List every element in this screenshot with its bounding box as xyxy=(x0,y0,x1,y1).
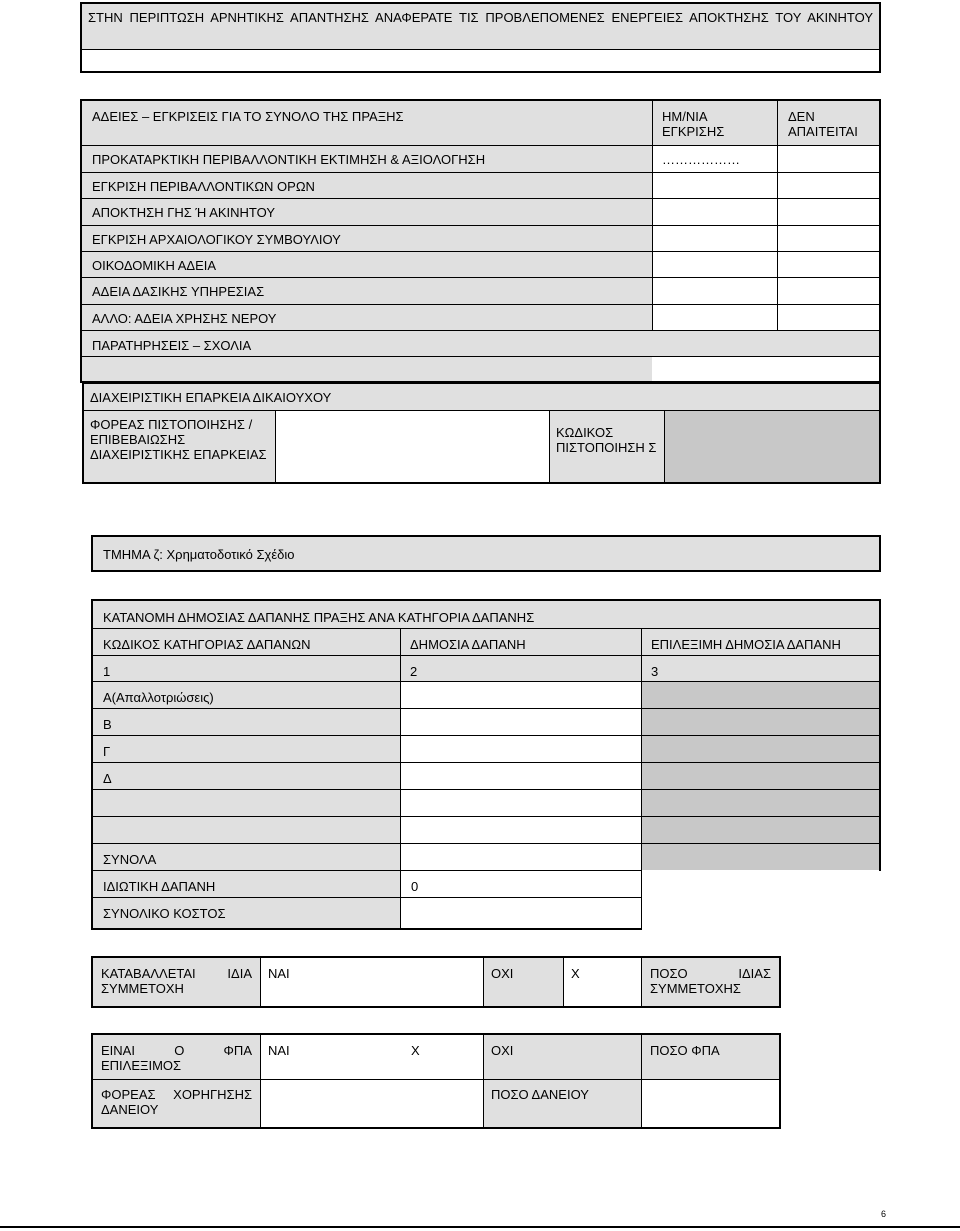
private-expense-value[interactable]: 0 xyxy=(411,879,419,894)
permit-row-date[interactable]: ……………… xyxy=(662,152,740,167)
vat-loan-box xyxy=(91,1033,781,1129)
expense-row-public[interactable] xyxy=(401,683,640,707)
permit-row-date[interactable] xyxy=(656,255,776,261)
contribution-amount-label: ΠΟΣΟ ΙΔΙΑΣ ΣΥΜΜΕΤΟΧΗΣ xyxy=(650,966,771,996)
permits-col-date: ΗΜ/ΝΙΑ ΕΓΚΡΙΣΗΣ xyxy=(662,109,725,139)
footer-rule xyxy=(0,1226,960,1228)
contribution-label: ΚΑΤΑΒΑΛΛΕΤΑΙ ΙΔΙΑ ΣΥΜΜΕΤΟΧΗ xyxy=(101,966,252,996)
vat-no-label: ΟΧΙ xyxy=(491,1043,514,1058)
expense-row-public[interactable] xyxy=(401,764,640,788)
expense-row-eligible[interactable] xyxy=(642,710,878,734)
contribution-no-mark[interactable]: Χ xyxy=(571,966,580,981)
permit-row-label: ΑΔΕΙΑ ΔΑΣΙΚΗΣ ΥΠΗΡΕΣΙΑΣ xyxy=(92,284,265,299)
permit-row-not-required[interactable] xyxy=(782,149,877,155)
expenses-number: 2 xyxy=(410,664,418,679)
private-expense-label: ΙΔΙΩΤΙΚΗ ΔΑΠΑΝΗ xyxy=(103,879,216,894)
negative-answer-header-text: ΣΤΗΝ ΠΕΡΙΠΤΩΣΗ ΑΡΝΗΤΙΚΗΣ ΑΠΑΝΤΗΣΗΣ ΑΝΑΦΕΡΑΤΕ ΤΙΣ ΠΡΟΒΛΕΠΟΜΕΝΕΣ ΕΝΕΡΓΕΙΕΣ ΑΠΟΚΤΗΣΗΣ ΤΟΥ ΑΚΙΝΗΤΟΥ xyxy=(88,10,873,25)
totals-label: ΣΥΝΟΛΑ xyxy=(103,852,157,867)
capacity-code-label: ΚΩΔΙΚΟΣ ΠΙΣΤΟΠΟΙΗΣΗ Σ xyxy=(550,411,664,482)
section-title-box xyxy=(91,535,881,572)
permit-row-label: ΠΡΟΚΑΤΑΡΚΤΙΚΗ ΠΕΡΙΒΑΛΛΟΝΤΙΚΗ ΕΚΤΙΜΗΣΗ & ΑΞΙΟΛΟΓΗΣΗ xyxy=(92,152,486,167)
expense-row-eligible[interactable] xyxy=(642,818,878,842)
loan-amount-label: ΠΟΣΟ ΔΑΝΕΙΟΥ xyxy=(491,1087,589,1102)
vat-amount-label: ΠΟΣΟ ΦΠΑ xyxy=(650,1043,720,1058)
expense-row-eligible[interactable] xyxy=(642,737,878,761)
contribution-box xyxy=(91,956,781,1008)
permit-row-label: ΕΓΚΡΙΣΗ ΑΡΧΑΙΟΛΟΓΙΚΟΥ ΣΥΜΒΟΥΛΙΟΥ xyxy=(92,232,341,247)
negative-answer-field[interactable] xyxy=(82,50,879,71)
contribution-no-label: ΟΧΙ xyxy=(491,966,514,981)
page-number: 6 xyxy=(880,1209,886,1219)
permit-row-date[interactable] xyxy=(656,229,776,235)
permit-row-date[interactable] xyxy=(656,308,776,314)
loan-amount-field[interactable] xyxy=(642,1080,779,1127)
permit-row-not-required[interactable] xyxy=(782,255,877,261)
capacity-header: ΔΙΑΧΕΙΡΙΣΤΙΚΗ ΕΠΑΡΚΕΙΑ ΔΙΚΑΙΟΥΧΟΥ xyxy=(84,384,879,410)
permit-row-date[interactable] xyxy=(656,176,776,182)
expenses-header-public: ΔΗΜΟΣΙΑ ΔΑΠΑΝΗ xyxy=(410,637,526,652)
permit-row-label: ΑΠΟΚΤΗΣΗ ΓΗΣ Ή ΑΚΙΝΗΤΟΥ xyxy=(92,205,275,220)
section-title: ΤΜΗΜΑ ζ: Χρηματοδοτικό Σχέδιο xyxy=(103,547,295,562)
permit-row-not-required[interactable] xyxy=(782,229,877,235)
permit-row-label: ΕΓΚΡΙΣΗ ΠΕΡΙΒΑΛΛΟΝΤΙΚΩΝ ΟΡΩΝ xyxy=(92,179,315,194)
expense-row-eligible[interactable] xyxy=(642,683,878,707)
remarks-label: ΠΑΡΑΤΗΡΗΣΕΙΣ – ΣΧΟΛΙΑ xyxy=(92,338,252,353)
permit-row-date[interactable] xyxy=(656,281,776,287)
permit-row-not-required[interactable] xyxy=(782,202,877,208)
remarks-field[interactable] xyxy=(82,357,879,381)
contribution-yes-mark[interactable] xyxy=(403,963,483,969)
permits-col-not-required: ΔΕΝ ΑΠΑΙΤΕΙΤΑΙ xyxy=(788,109,858,139)
expense-row-code: Β xyxy=(103,717,112,732)
expense-row-public[interactable] xyxy=(401,710,640,734)
capacity-body-label: ΦΟΡΕΑΣ ΠΙΣΤΟΠΟΙΗΣΗΣ / ΕΠΙΒΕΒΑΙΩΣΗΣ ΔΙΑΧΕΙΡΙΣΤΙΚΗΣ ΕΠΑΡΚΕΙΑΣ xyxy=(84,411,275,482)
expenses-number: 3 xyxy=(651,664,659,679)
expense-row-code xyxy=(97,822,397,828)
expense-row-code: Δ xyxy=(103,771,112,786)
expenses-number: 1 xyxy=(103,664,111,679)
total-cost-value[interactable] xyxy=(401,899,640,923)
capacity-body-field[interactable] xyxy=(276,411,549,482)
vat-yes-label: ΝΑΙ xyxy=(268,1043,290,1058)
vat-yes-mark[interactable]: Χ xyxy=(411,1043,420,1058)
expense-row-code: Γ xyxy=(103,744,111,759)
permit-row-not-required[interactable] xyxy=(782,176,877,182)
expense-row-eligible[interactable] xyxy=(642,791,878,815)
expenses-header-eligible: ΕΠΙΛΕΞΙΜΗ ΔΗΜΟΣΙΑ ΔΑΠΑΝΗ xyxy=(651,637,841,652)
expenses-header-code: ΚΩΔΙΚΟΣ ΚΑΤΗΓΟΡΙΑΣ ΔΑΠΑΝΩΝ xyxy=(103,637,311,652)
permit-row-date[interactable] xyxy=(656,202,776,208)
total-cost-label: ΣΥΝΟΛΙΚΟ ΚΟΣΤΟΣ xyxy=(103,906,226,921)
capacity-code-field[interactable] xyxy=(665,411,879,482)
expense-row-public[interactable] xyxy=(401,791,640,815)
expenses-title: ΚΑΤΑΝΟΜΗ ΔΗΜΟΣΙΑΣ ΔΑΠΑΝΗΣ ΠΡΑΞΗΣ ΑΝΑ ΚΑΤΗΓΟΡΙΑ ΔΑΠΑΝΗΣ xyxy=(103,610,535,625)
expenses-table xyxy=(91,599,881,930)
expense-row-public[interactable] xyxy=(401,818,640,842)
loan-body-field[interactable] xyxy=(261,1080,482,1127)
negative-answer-box xyxy=(80,2,881,73)
vat-label: ΕΙΝΑΙ Ο ΦΠΑ ΕΠΙΛΕΞΙΜΟΣ xyxy=(101,1043,252,1073)
permit-row-not-required[interactable] xyxy=(782,281,877,287)
expense-row-code: Α(Απαλλοτριώσεις) xyxy=(103,690,214,705)
contribution-yes-label: ΝΑΙ xyxy=(268,966,290,981)
permit-row-not-required[interactable] xyxy=(782,308,877,314)
vat-no-mark[interactable] xyxy=(565,1040,641,1046)
permits-header-label: ΑΔΕΙΕΣ – ΕΓΚΡΙΣΕΙΣ ΓΙΑ ΤΟ ΣΥΝΟΛΟ ΤΗΣ ΠΡΑΞΗΣ xyxy=(92,109,404,124)
expense-row-code xyxy=(97,795,397,801)
permits-box xyxy=(80,99,881,383)
permit-row-label: ΟΙΚΟΔΟΜΙΚΗ ΑΔΕΙΑ xyxy=(92,258,217,273)
capacity-box xyxy=(82,382,881,484)
expense-row-eligible[interactable] xyxy=(642,764,878,788)
expense-row-public[interactable] xyxy=(401,737,640,761)
totals-public[interactable] xyxy=(401,845,640,869)
negative-answer-header xyxy=(82,4,879,49)
permit-row-label: ΑΛΛΟ: ΑΔΕΙΑ ΧΡΗΣΗΣ ΝΕΡΟΥ xyxy=(92,311,277,326)
loan-body-label: ΦΟΡΕΑΣ ΧΟΡΗΓΗΣΗΣ ΔΑΝΕΙΟΥ xyxy=(101,1087,252,1117)
